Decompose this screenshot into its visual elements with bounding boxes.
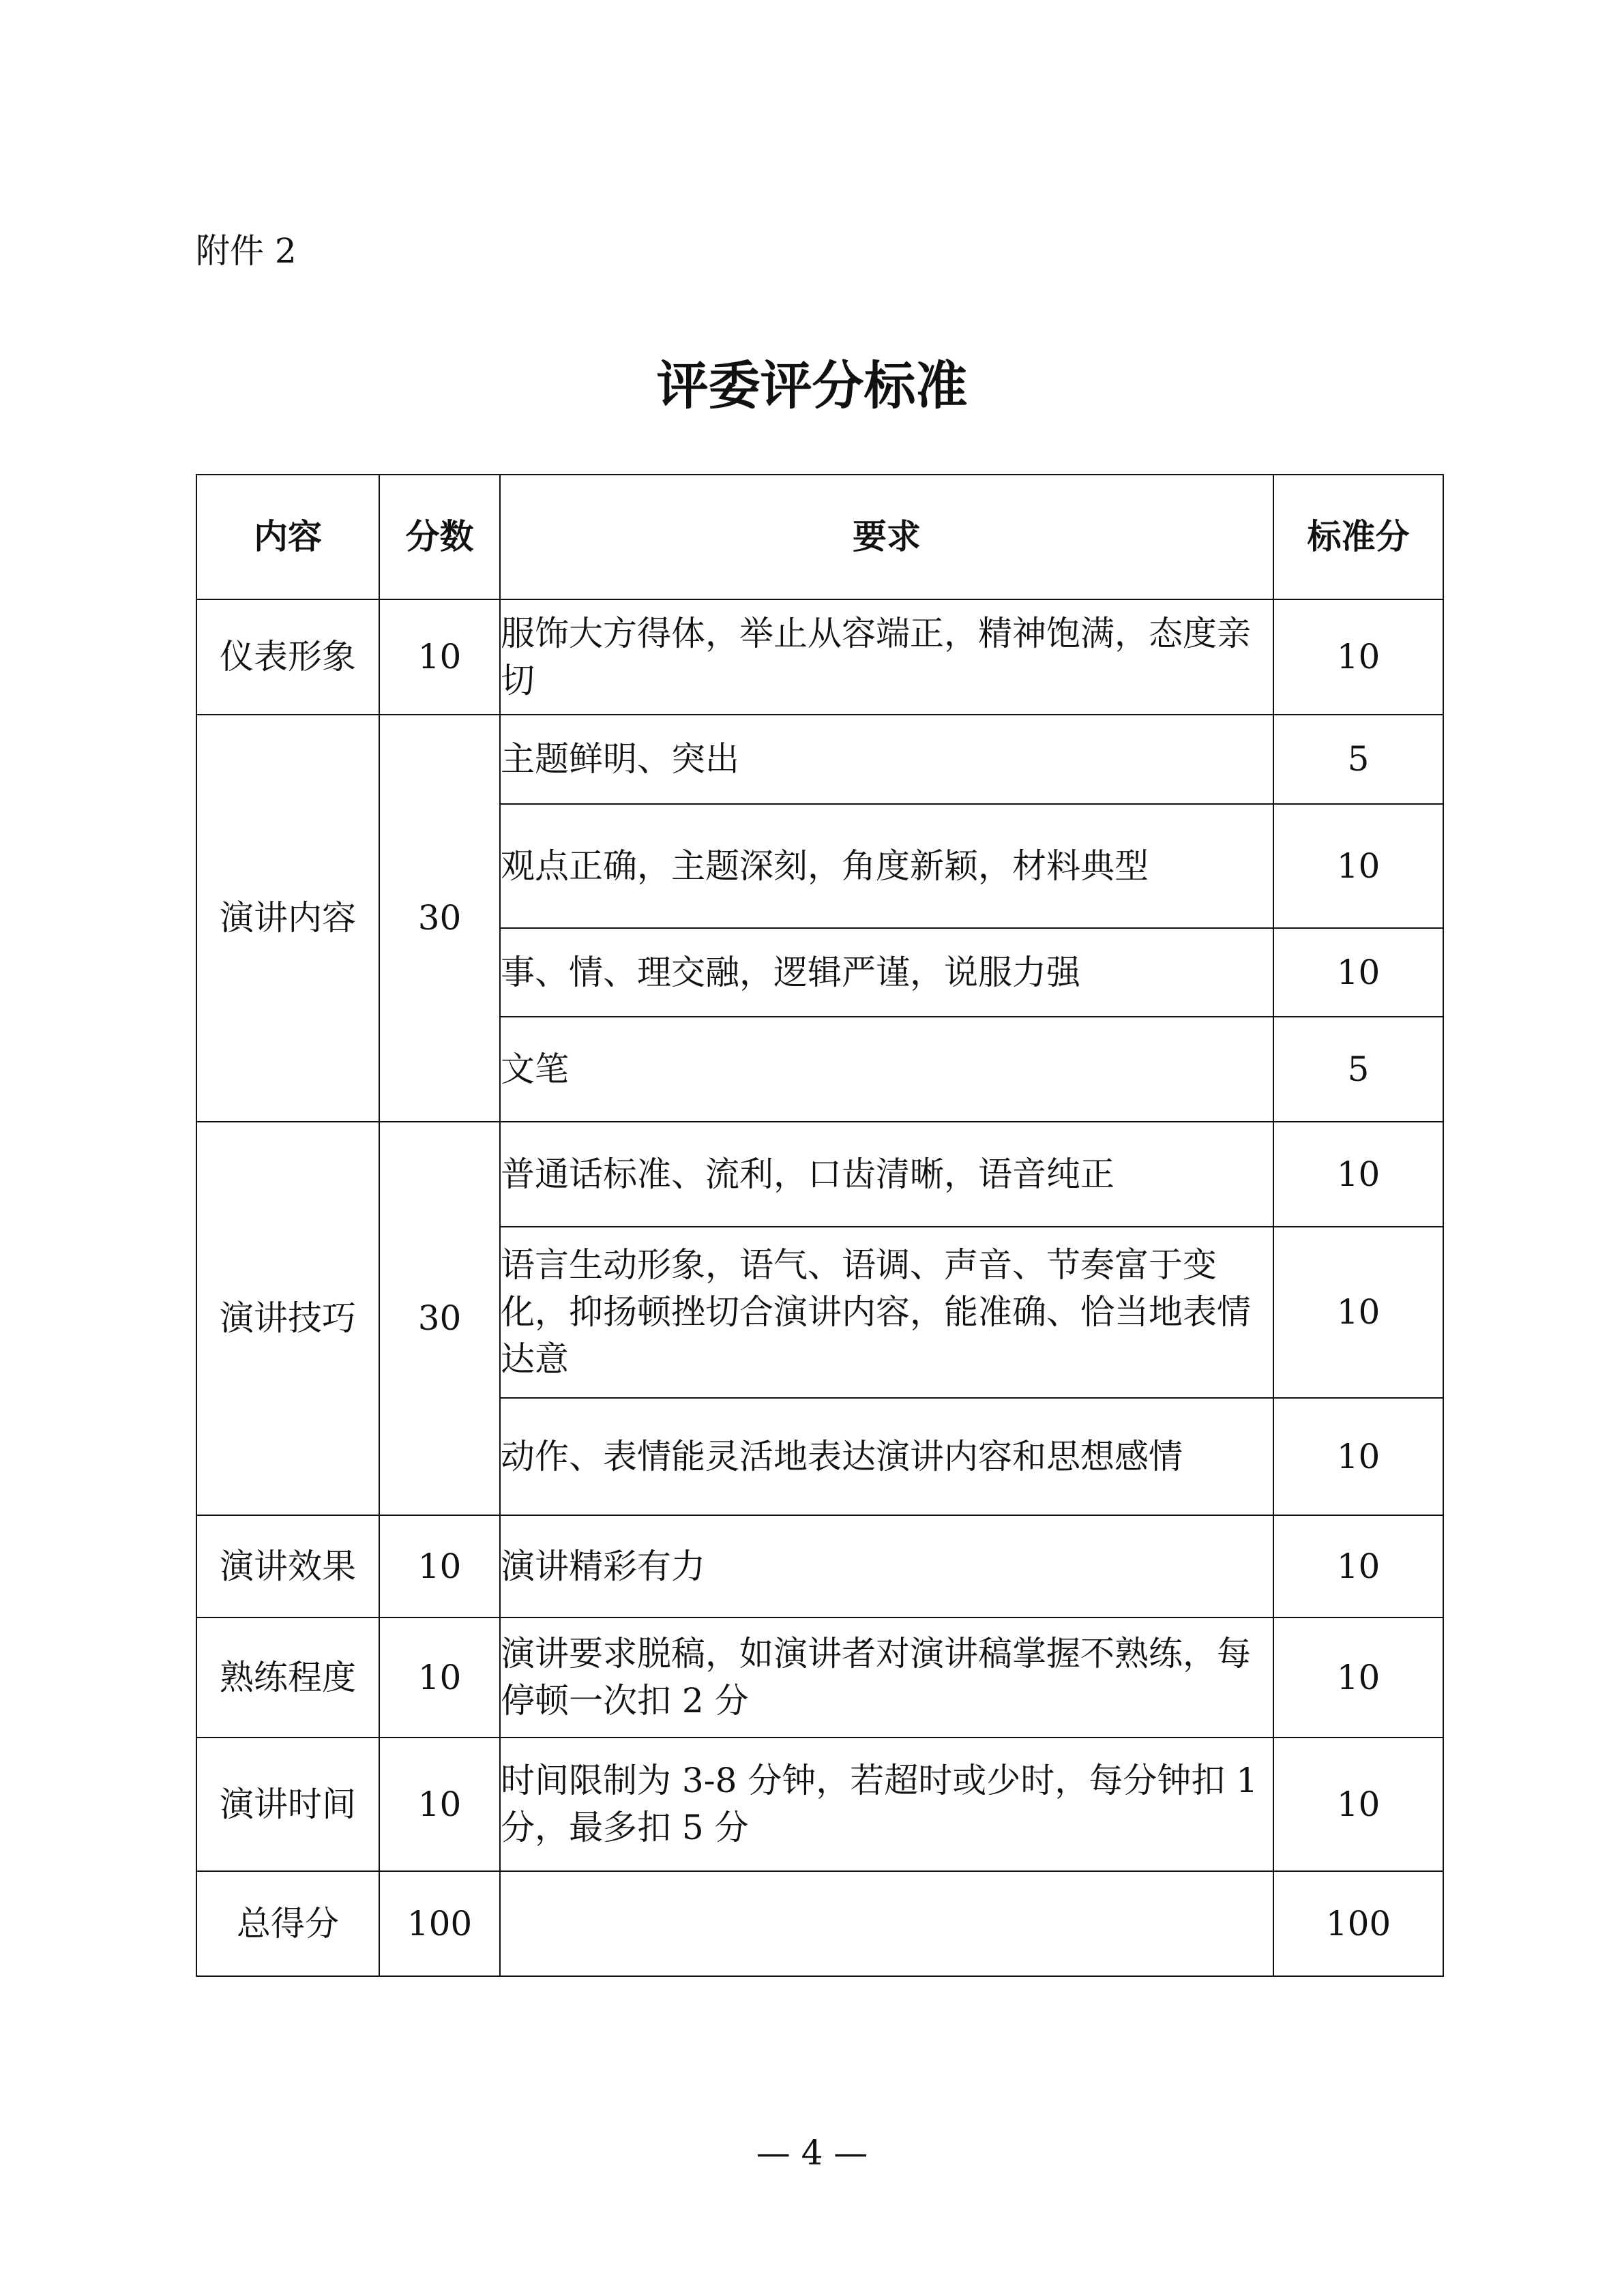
standard-cell: 10: [1273, 1398, 1443, 1515]
header-content: 内容: [196, 475, 379, 599]
content-cell: 演讲内容: [196, 715, 379, 1122]
score-cell: 10: [379, 1617, 500, 1738]
table-row: [196, 1738, 1443, 1871]
requirement-cell: 普通话标准、流利，口齿清晰，语音纯正: [500, 1122, 1273, 1227]
score-cell: 30: [379, 715, 500, 1122]
content-cell: 熟练程度: [196, 1617, 379, 1738]
requirement-cell: 事、情、理交融，逻辑严谨，说服力强: [500, 928, 1273, 1017]
table-row: [196, 715, 1443, 804]
content-cell: 演讲时间: [196, 1738, 379, 1871]
content-cell: 演讲技巧: [196, 1122, 379, 1515]
requirement-cell: 语言生动形象，语气、语调、声音、节奏富于变化，抑扬顿挫切合演讲内容，能准确、恰当地表情达意: [500, 1227, 1273, 1398]
requirement-cell: 演讲精彩有力: [500, 1515, 1273, 1617]
document-title: 评委评分标准: [656, 355, 968, 416]
standard-cell: 10: [1273, 1515, 1443, 1617]
standard-cell: 100: [1273, 1871, 1443, 1976]
content-cell: 仪表形象: [196, 599, 379, 715]
header-standard: 标准分: [1273, 475, 1443, 599]
table-row-total: [196, 1871, 1443, 1976]
standard-cell: 10: [1273, 599, 1443, 715]
table-row: [196, 599, 1443, 715]
table-row: [196, 1122, 1443, 1227]
requirement-cell: 演讲要求脱稿，如演讲者对演讲稿掌握不熟练，每停顿一次扣 2 分: [500, 1617, 1273, 1738]
standard-cell: 10: [1273, 1617, 1443, 1738]
score-cell: 10: [379, 1515, 500, 1617]
standard-cell: 10: [1273, 1227, 1443, 1398]
table-row: [196, 1515, 1443, 1617]
content-cell: 总得分: [196, 1871, 379, 1976]
content-cell: 演讲效果: [196, 1515, 379, 1617]
requirement-cell: 主题鲜明、突出: [500, 715, 1273, 804]
standard-cell: 5: [1273, 715, 1443, 804]
header-requirement: 要求: [500, 475, 1273, 599]
table-header-row: [196, 475, 1443, 599]
standard-cell: 10: [1273, 1738, 1443, 1871]
header-score: 分数: [379, 475, 500, 599]
scoring-table: [196, 474, 1444, 1977]
standard-cell: 10: [1273, 928, 1443, 1017]
table-row: [196, 1617, 1443, 1738]
score-cell: 10: [379, 1738, 500, 1871]
page-number: — 4 —: [756, 2133, 868, 2173]
attachment-label: 附件 2: [196, 231, 297, 271]
requirement-cell: 时间限制为 3-8 分钟，若超时或少时，每分钟扣 1 分，最多扣 5 分: [500, 1738, 1273, 1871]
requirement-cell: [500, 1871, 1273, 1976]
requirement-cell: 动作、表情能灵活地表达演讲内容和思想感情: [500, 1398, 1273, 1515]
requirement-cell: 观点正确，主题深刻，角度新颖，材料典型: [500, 804, 1273, 928]
standard-cell: 10: [1273, 1122, 1443, 1227]
requirement-cell: 服饰大方得体，举止从容端正，精神饱满，态度亲切: [500, 599, 1273, 715]
score-cell: 100: [379, 1871, 500, 1976]
score-cell: 30: [379, 1122, 500, 1515]
requirement-cell: 文笔: [500, 1017, 1273, 1122]
score-cell: 10: [379, 599, 500, 715]
standard-cell: 10: [1273, 804, 1443, 928]
standard-cell: 5: [1273, 1017, 1443, 1122]
